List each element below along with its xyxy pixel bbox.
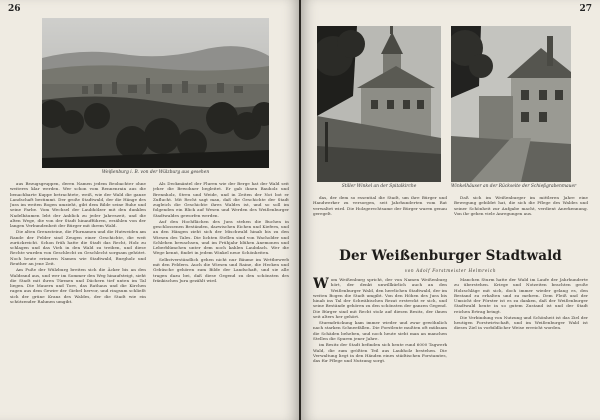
paragraph: Selbstverständlich gehen nicht nur Bäume im Wettbewerb mit den Feldern. Auch die Wiesen und Raine, die Hecken und Gebüsche gehören zum Bilde der Landschaft, und sie alle tragen dazu bei, daß diese Gegend zu den schönsten des fränkischen Jura gezählt wird. (153, 256, 289, 283)
paragraph: Sturmdrückung kam immer wieder und zwar gewöhnlich nach starken Schneefällen. Die Forstleute mußten oft mühsam die Schäden beheben, und noch heute sieht man an manchen Stellen die Spuren jener Jahre. (313, 320, 447, 341)
paragraph: Die alten Grenzsteine, die Flurnamen und die Hutweiden am Rande der Felder sind Zeugen einer Geschichte, die weit zurückreicht. Schon früh hatte die Stadt das Recht, Holz zu schlagen und das Vieh in den Wald zu treiben, und diese Rechte wurden von Geschlecht zu Geschlecht sorgsam gehütet. Noch heute erinnern Namen wie Stadtwald, Burgholz und Reuther an jene Zeit. (10, 229, 146, 266)
paragraph: aus Bezugsgruppen, deren Namen jedem Beobachter ohne weiteres klar werden. Wer schon vom Rennenrain aus die benachbarte Kuppe betrachtete, weiß, wie der Wald die ganze Landschaft bestimmt. Der große Stadtwald, der die Hänge des Jura im weiten Bogen umzieht, gibt dem Bilde seine Ruhe und seine Farbe. Vom Wechsel der Laubhölzer mit den dunklen Nadelbäumen lebt der Anblick zu jeder Jahreszeit, und die alten Wege, die von der Stadt hinaufführen, erzählen von der langen Verbundenheit der Bürger mit ihrem Wald. (10, 181, 146, 228)
paragraph: Manchen Sturm hatte der Wald im Laufe der Jahrhunderte zu überstehen. Kriege und Notzeiten brachten große Holzschläge mit sich, doch immer wieder gelang es, den Bestand zu erhalten und zu mehren. Dem Fleiß und der Umsicht der Förster ist es zu danken, daß der Weißenburger Stadtwald heute in so gutem Zustand ist und der Stadt reichen Ertrag bringt. (454, 277, 588, 314)
drop-cap: W (313, 277, 329, 292)
paragraph: Auf den Hochflächen des Jura stehen die Buchen in geschlossenen Beständen, dazwischen Eichen und Kiefern, und an den Hängen zieht sich der Mischwald hinab bis zu den Wiesen des Tales. Die lichten Stellen sind von Wacholder und Schlehen bewachsen, und im Frühjahr blühen Anemonen und Leberblümchen unter dem noch kahlen Laubdach. Wer die Wege kennt, findet in jedem Winkel neue Schönheiten. (153, 218, 289, 256)
town-view-caption: Weißenburg i. B. von der Wülzburg aus gesehen (101, 170, 210, 175)
left-page (0, 0, 299, 420)
wall-houses-caption: Winkelhäuser an der Rückseite der Schießgrabenmauer (451, 184, 577, 189)
church-corner-caption: Stiller Winkel an der Spitalkirche (341, 184, 417, 189)
paragraph (313, 277, 447, 319)
right-article-column-1 (313, 277, 447, 417)
paragraph: Die Verbindung von Nutzung und Schönheit ist das Ziel der heutigen Forstwirtschaft, und im Weißenburger Wald ist dieses Ziel in vorbildlicher Weise erreicht worden. (454, 314, 588, 331)
page-number-right: 27 (579, 4, 592, 14)
paragraph: Daß sich im Weißenburger im mittleren Jahre eine Bewegung gebildet hat, die sich die Pflege des Waldes und seiner Schönheit zur Aufgabe macht, verdient Anerkennung. Von ihr gehen viele Anregungen aus. (454, 195, 588, 216)
right-top-text-column-2 (454, 195, 588, 243)
paragraph: Am Fuße der Wülzburg breiten sich die Äcker bis an den Waldrand aus, und wer im Sommer den Weg hinaufsteigt, sieht die Stadt mit ihren Türmen und Dächern tief unten im Tal liegen. Die Mauern und Tore, das Rathaus und die Kirchen ragen aus dem Gewirr der Giebel hervor, und ringsum schließt sich der grüne Kranz des Waldes, der die Stadt wie ein schützender Rahmen umgibt. (10, 267, 146, 304)
page-number-left: 26 (8, 4, 21, 14)
paragraph: das, der dem so essential die Stadt, um ihre Bürger und Handwerker zu versorgen, seit Jahrhunderten vom Rat verwaltet wird. Die Holzgerechtsame der Bürger waren genau geregelt. (313, 195, 447, 216)
church-corner-photo (317, 26, 441, 182)
right-article-column-2 (454, 277, 588, 417)
wall-houses-photo (451, 26, 571, 182)
article-byline: von Adolf Forstmeister Helmreich (404, 268, 497, 273)
right-top-text-column-1 (313, 195, 447, 243)
article-lead-text: om Weißenburg spricht, der von Namen Weißenburg hört, der denkt unwillkürlich auch an den Weißenburger Wald, den herrlichen Stadtwald, der im weiten Bogen die Stadt umgibt. Von den Höhen des Jura bis hinab ins Tal der Schwäbischen Rezat erstreckt er sich, und seine Bestände gehören zu den schönsten der ganzen Gegend. Die Bürger sind mit Recht stolz auf diesen Besitz, der ihnen seit alters her gehört. (313, 277, 447, 319)
right-page (301, 0, 600, 420)
left-text-column-2 (153, 181, 289, 417)
left-text-column-1 (10, 181, 146, 417)
paragraph: im Besitz der Stadt befinden sich heute rund 6000 Tagwerk Wald, die zum größten Teil aus Laubholz bestehen. Die Verwaltung liegt in den Händen eines städtischen Forstamtes, das für Pflege und Nutzung sorgt. (313, 342, 447, 364)
article-title: Der Weißenburger Stadtwald (339, 248, 562, 264)
paragraph: Als Deckmäntel der Fluren wie der Berge hat der Wald seit jeher die Bewohner begleitet. Er gab ihnen Bauholz und Brennholz, Streu und Weide, und in Zeiten der Not bot er Zuflucht. Mit Recht sagt man, daß die Geschichte der Stadt zugleich die Geschichte ihres Waldes ist, und so soll im folgenden ein Blick auf Wesen und Werden des Weißenburger Stadtwaldes geworfen werden. (153, 181, 289, 218)
town-view-photo (42, 18, 269, 168)
